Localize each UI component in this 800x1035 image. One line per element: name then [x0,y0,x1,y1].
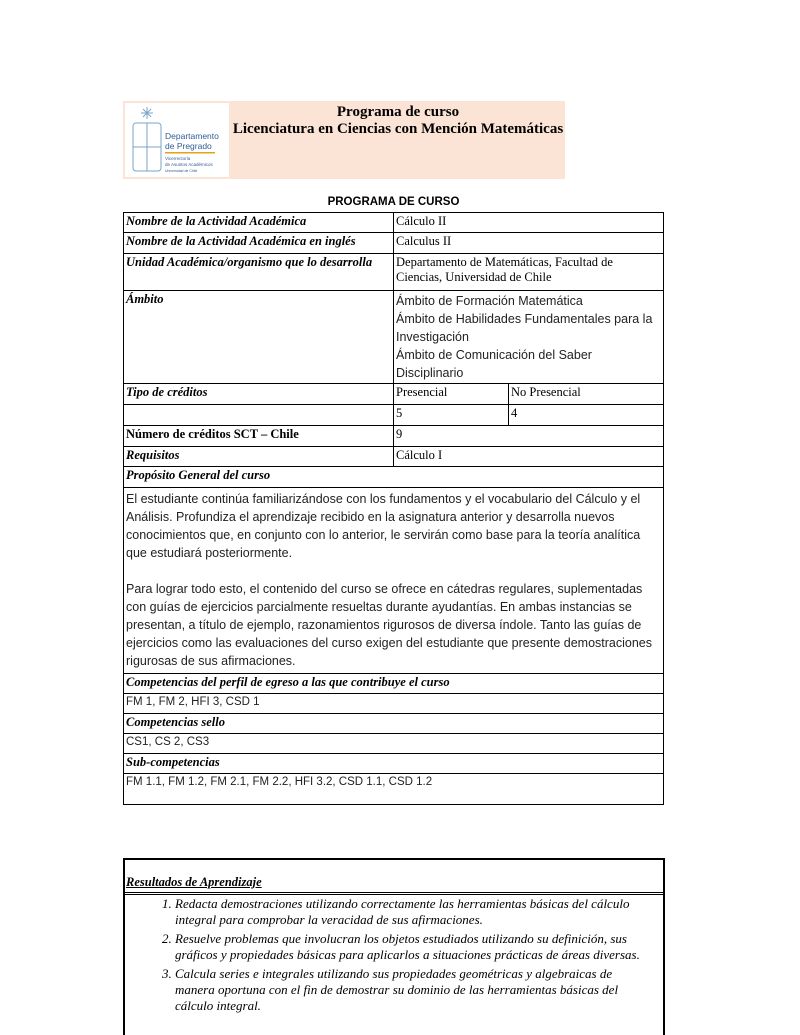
label-unidad: Unidad Académica/organismo que lo desarrolla [123,253,394,291]
resultados-header [125,860,663,895]
resultados-table [123,858,665,1035]
ambito-item: Ámbito de Habilidades Fundamentales para la Investigación [396,312,653,344]
ambito-item: Ámbito de Formación Matemática [396,294,583,308]
no-presencial-header: No Presencial [508,383,664,405]
resultado-item: 3. Calcula series e integrales utilizando sus propiedades geométricas y algebraicas de manera oportuna con el fin de demostrar su dominio de las herramientas básicas del cálculo integral. [175,966,655,1014]
label-nombre: Nombre de la Actividad Académica [123,212,394,233]
svg-text:de Pregrado: de Pregrado [165,141,212,151]
svg-text:Departamento: Departamento [165,131,219,141]
page-title: PROGRAMA DE CURSO [327,196,460,208]
label-creditos: Tipo de créditos [123,383,394,405]
svg-text:Vicerrectoría: Vicerrectoría [165,156,191,161]
value-requisitos: Cálculo I [393,446,664,467]
svg-text:Universidad de Chile: Universidad de Chile [165,169,198,173]
university-logo [125,103,229,177]
header-title-line1: Programa de curso [336,104,460,120]
presencial-header: Presencial [393,383,509,405]
label-sct: Número de créditos SCT – Chile [123,425,394,447]
label-sello: Competencias sello [123,713,664,734]
value-ambito [393,290,664,384]
header-title-line2: Licenciatura en Ciencias con Mención Matemáticas [232,121,564,137]
value-unidad: Departamento de Matemáticas, Facultad de Ciencias, Universidad de Chile [393,253,664,291]
proposito-paragraph: Para lograr todo esto, el contenido del curso se ofrece en cátedras regulares, suplementadas con guías de ejercicios parcialmente resueltas durante ayudantías. En ambas instancias se presentan, a título de ejemplo, razonamientos rigurosos de diversa índole. Tanto las guías de ejercicios como las evaluaciones del curso exigen del estudiante que presente demostraciones rigurosas de sus afirmaciones. [126,582,653,668]
label-ambito: Ámbito [123,290,394,384]
label-requisitos: Requisitos [123,446,394,467]
document-header [123,101,565,179]
label-proposito: Propósito General del curso [123,466,664,488]
value-sello: CS1, CS 2, CS3 [123,733,664,754]
resultado-item: 2. Resuelve problemas que involucran los objetos estudiados utilizando su definición, sus gráficos y propiedades básicas para aplicarlos a situaciones prácticas de áreas diversas. [175,931,655,963]
value-nombre: Cálculo II [393,212,664,233]
no-presencial-value: 4 [508,404,664,426]
value-sub: FM 1.1, FM 1.2, FM 2.1, FM 2.2, HFI 3.2, CSD 1.1, CSD 1.2 [123,773,664,805]
label-sub: Sub-competencias [123,753,664,774]
proposito-paragraph: El estudiante continúa familiarizándose con los fundamentos y el vocabulario del Cálculo y el Análisis. Profundiza el aprendizaje recibido en la asignatura anterior y desarrolla nuevos conocimientos que, en conjunto con lo anterior, le servirán como base para la teoría analítica que estudiará posteriormente. [126,492,641,560]
value-sct: 9 [393,425,664,447]
empty-cell [123,404,394,426]
svg-text:de Asuntos Académicos: de Asuntos Académicos [165,162,213,167]
value-nombre-en: Calculus II [393,232,664,254]
label-nombre-en: Nombre de la Actividad Académica en inglés [123,232,394,254]
resultados-list [125,896,655,1017]
label-competencias: Competencias del perfil de egreso a las que contribuye el curso [123,673,664,694]
ambito-item: Ámbito de Comunicación del Saber Disciplinario [396,348,592,380]
value-competencias: FM 1, FM 2, HFI 3, CSD 1 [123,693,664,714]
resultados-label: Resultados de Aprendizaje [126,875,262,889]
presencial-value: 5 [393,404,509,426]
resultado-item: 1. Redacta demostraciones utilizando correctamente las herramientas básicas del cálculo integral para comprobar la veracidad de sus afirmaciones. [175,896,655,928]
value-proposito [123,487,664,674]
